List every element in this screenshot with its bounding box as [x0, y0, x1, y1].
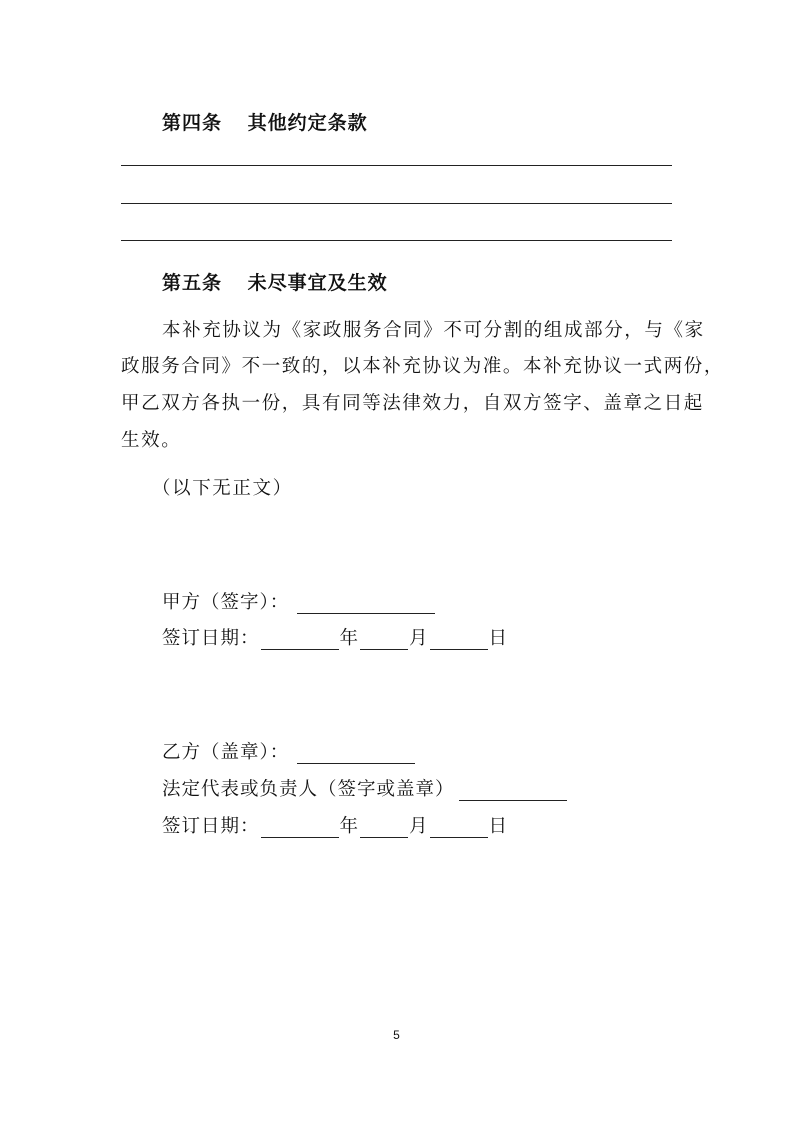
page-number: 5 — [393, 1028, 400, 1042]
blank-line-2 — [121, 203, 672, 204]
blank-line-3 — [121, 240, 672, 241]
party-b-month-label: 月 — [409, 816, 429, 837]
party-a-year-blank[interactable] — [261, 629, 339, 650]
party-a-sign-row — [162, 588, 436, 614]
article-4-heading — [162, 108, 368, 135]
party-a-month-blank[interactable] — [360, 629, 408, 650]
party-b-date-label: 签订日期： — [162, 816, 260, 837]
end-of-text-note: （以下无正文） — [152, 478, 293, 499]
party-a-date-label: 签订日期： — [162, 628, 260, 649]
article-5-title: 未尽事宜及生效 — [247, 272, 388, 294]
party-b-seal-label: 乙方（盖章）： — [162, 742, 290, 763]
party-b-month-blank[interactable] — [360, 817, 408, 838]
party-a-year-label: 年 — [339, 628, 360, 649]
article-5-line-3: 甲乙双方各执一份，具有同等法律效力，自双方签字、盖章之日起 — [121, 393, 704, 414]
party-b-seal-row — [162, 738, 416, 764]
party-a-month-label: 月 — [409, 628, 429, 649]
party-b-year-label: 年 — [339, 816, 360, 837]
article-4-number: 第四条 — [162, 112, 223, 134]
party-b-day-label: 日 — [488, 816, 509, 837]
party-b-rep-label: 法定代表或负责人（签字或盖章） — [162, 779, 455, 800]
party-a-day-blank[interactable] — [430, 629, 488, 650]
party-b-date-row — [162, 812, 508, 838]
article-5-number: 第五条 — [162, 272, 223, 294]
party-a-day-label: 日 — [488, 628, 509, 649]
party-a-sign-label: 甲方（签字）： — [162, 592, 290, 613]
party-b-day-blank[interactable] — [430, 817, 488, 838]
party-a-date-row — [162, 624, 508, 650]
article-5-heading — [162, 268, 388, 295]
blank-line-1 — [121, 165, 672, 166]
party-b-rep-row — [162, 775, 568, 801]
party-a-sign-blank[interactable] — [297, 593, 435, 614]
article-5-line-1: 本补充协议为《家政服务合同》不可分割的组成部分，与《家 — [162, 320, 705, 341]
article-5-line-2: 政服务合同》不一致的，以本补充协议为准。本补充协议一式两份， — [121, 356, 725, 377]
party-b-seal-blank[interactable] — [297, 743, 415, 764]
article-5-line-4: 生效。 — [121, 430, 182, 451]
party-b-year-blank[interactable] — [261, 817, 339, 838]
party-b-rep-blank[interactable] — [459, 780, 567, 801]
article-4-title: 其他约定条款 — [247, 112, 368, 134]
